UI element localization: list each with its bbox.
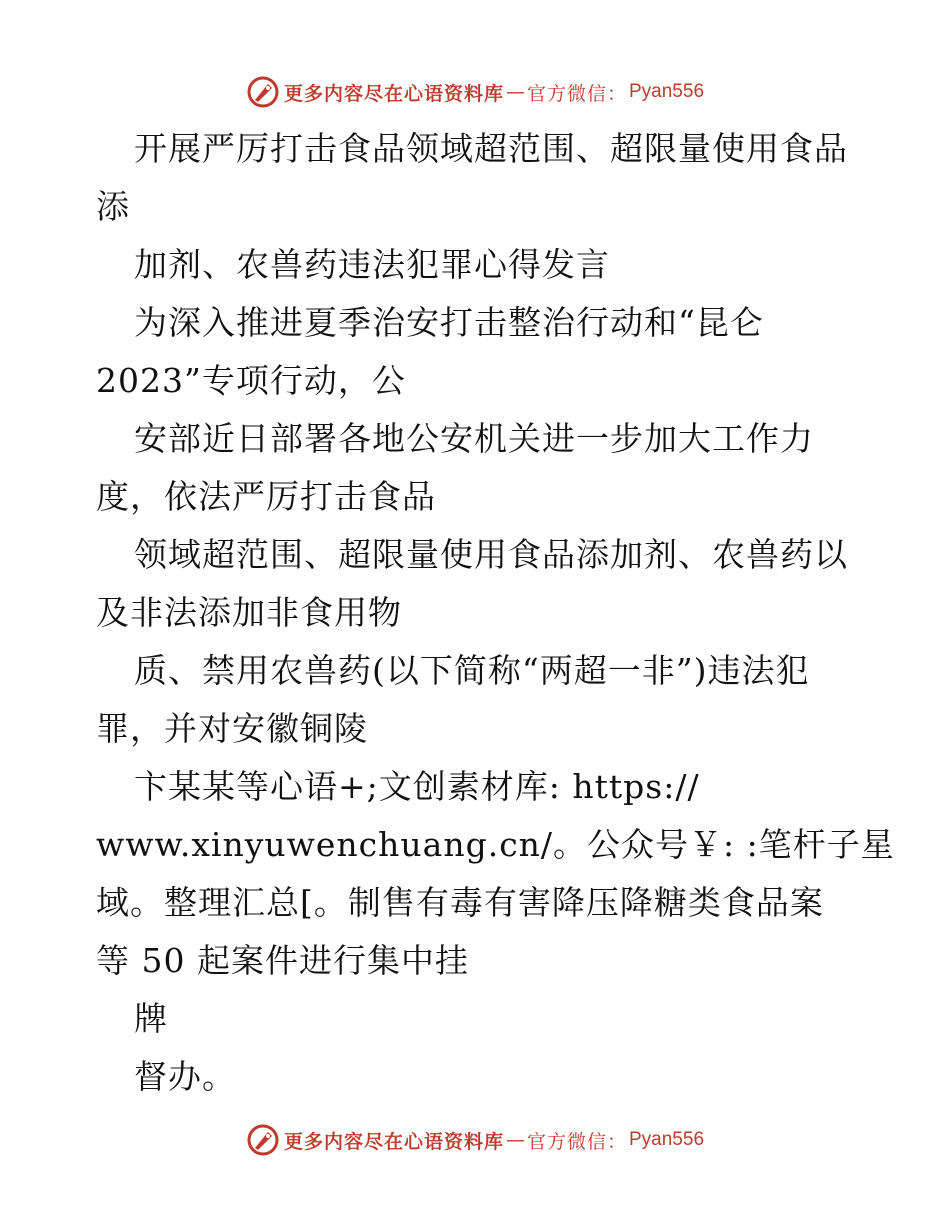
text-line: 加剂、农兽药违法犯罪心得发言 [134,245,610,284]
banner-separator: — [505,81,525,103]
text-line: 2023”专项行动，公 [96,361,406,400]
text-line: 领域超范围、超限量使用食品添加剂、农兽药以 [134,535,848,574]
text-line: 安部近日部署各地公安机关进一步加大工作力 [134,419,814,458]
text-line: 度，依法严厉打击食品 [96,477,436,516]
text-line: 等 50 起案件进行集中挂 [96,941,469,980]
text-line: 牌 [134,999,168,1038]
header-banner [0,72,950,112]
text-line: 罪，并对安徽铜陵 [96,709,368,748]
footer-banner [0,1120,950,1160]
document-body [96,120,895,1106]
pen-nib-logo-icon [246,1123,280,1157]
text-line: 卞某某等心语+;文创素材库: https:// [134,767,700,806]
banner-brand: 更多内容尽在心语资料库 [283,82,504,105]
text-line: www.xinyuwenchuang.cn/。公众号￥: :笔杆子星 [96,825,895,864]
banner-contact-id: Pyan556 [629,1129,705,1150]
pen-nib-logo-icon [246,75,280,109]
text-line: 为深入推进夏季治安打击整治行动和“昆仑 [134,303,764,342]
text-line: 督办。 [134,1057,236,1096]
text-line: 质、禁用农兽药(以下简称“两超一非”)违法犯 [134,651,810,690]
text-line: 及非法添加非食用物 [96,593,402,632]
banner-separator: — [505,1129,525,1151]
banner-contact-label: 官方微信： [526,82,627,105]
text-line: 域。整理汇总[。制售有毒有害降压降糖类食品案 [96,883,824,922]
text-line: 添 [96,187,130,226]
banner-brand: 更多内容尽在心语资料库 [283,1130,504,1153]
banner-contact-id: Pyan556 [629,81,705,102]
text-line: 开展严厉打击食品领域超范围、超限量使用食品 [134,129,848,168]
banner-contact-label: 官方微信： [526,1130,627,1153]
